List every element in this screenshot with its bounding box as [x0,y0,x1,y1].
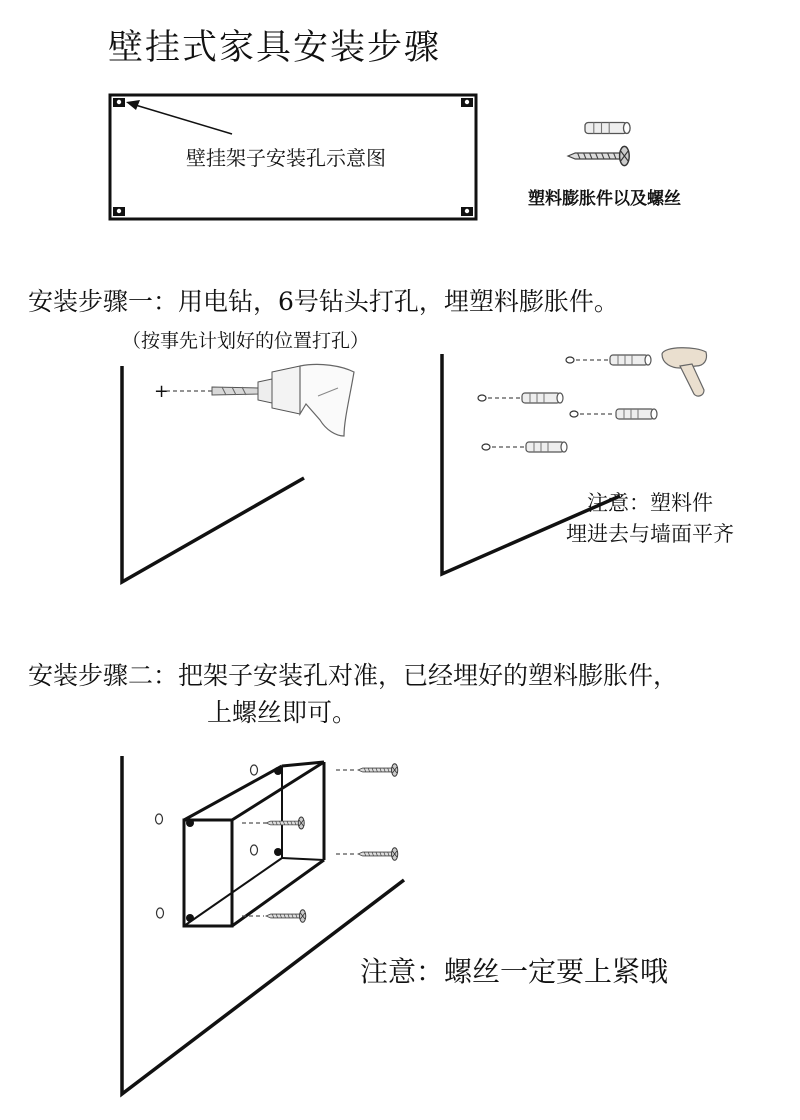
step2-heading-line2: 上螺丝即可。 [207,698,358,727]
hex-wrench-icon [662,348,707,396]
parts-illustration [568,123,630,166]
step1-note-line2: 埋进去与墙面平齐 [566,522,734,546]
step1-note [566,488,734,550]
screw-icon [568,146,629,165]
step2-note: 注意：螺丝一定要上紧哦 [360,955,669,988]
page-title: 壁挂式家具安装步骤 [108,28,442,68]
shelf-box [184,762,324,926]
step1-heading: 安装步骤一：用电钻，6号钻头打孔，埋塑料膨胀件。 [28,287,619,316]
plastic-anchor-icon [585,123,630,134]
parts-label: 塑料膨胀件以及螺丝 [528,189,681,209]
shelf-mounting-illustration [122,756,404,1094]
step1-note-line1: 注意：塑料件 [587,491,713,515]
step2-heading-line1: 安装步骤二：把架子安装孔对准，已经埋好的塑料膨胀件， [28,661,679,690]
electric-drill-icon [212,364,354,436]
hole-diagram-label: 壁挂架子安装孔示意图 [186,146,386,170]
svg-text:+: + [154,381,170,402]
drilling-illustration [122,364,354,582]
plastic-anchor-icon [522,355,657,452]
step1-hint: （按事先计划好的位置打孔） [122,330,370,352]
